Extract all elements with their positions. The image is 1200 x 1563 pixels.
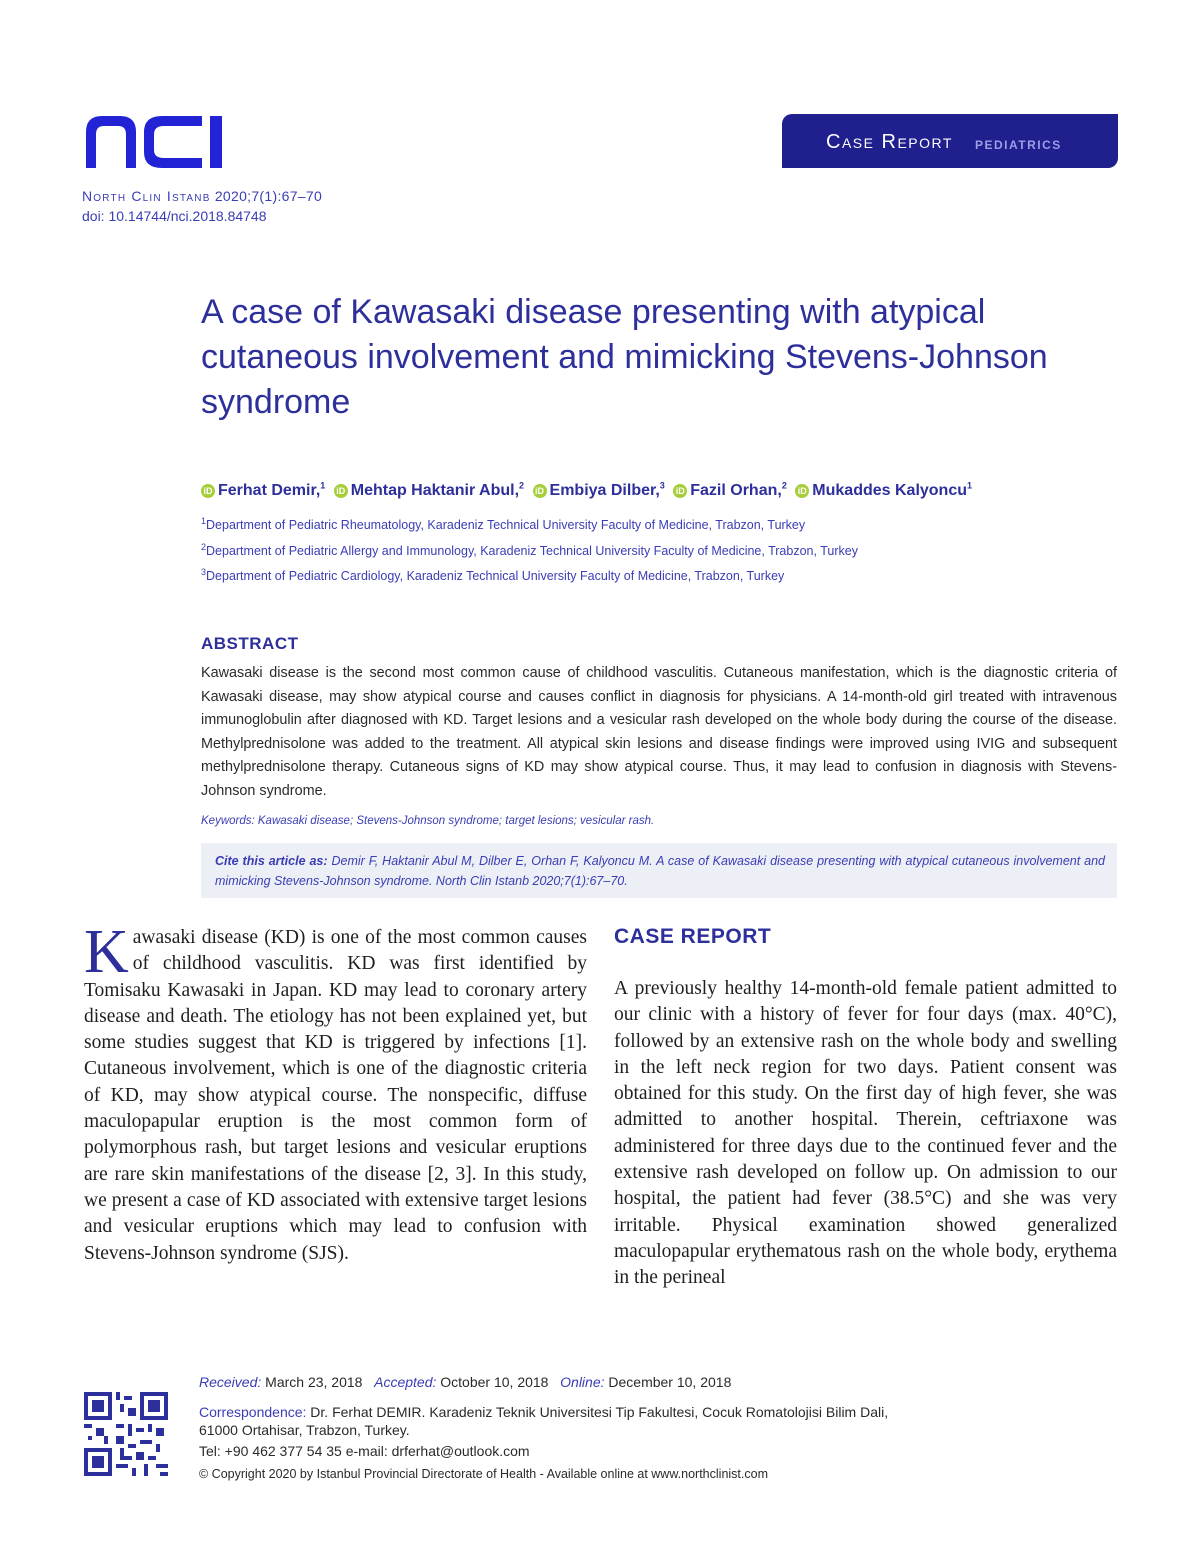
accepted-date: October 10, 2018 (440, 1374, 549, 1390)
orcid-icon[interactable]: iD (533, 484, 547, 498)
article-type-label: Case Report (826, 131, 953, 153)
correspondence-line (199, 1404, 888, 1420)
author (673, 482, 787, 499)
online-label: Online: (560, 1374, 605, 1390)
case-report-text: A previously healthy 14-month-old female patient admitted to our clinic with a history of fever for four days (max. 40°C), followed by an extensive rash on the whole body and swelling in the left neck region for two days. Patient consent was obtained for this study. On the first day of high fever, she was admitted to another hospital. Therein, ceftriaxone was administered for three days due to the continued fever and the extensive rash developed on follow up. On admission to our hospital, the patient had fever (38.5°C) and she was very irritable. Physical examination showed generalized maculopapular erythematous rash on the whole body, erythema in the perineal (614, 978, 1117, 1289)
cite-text: Demir F, Haktanir Abul M, Dilber E, Orhan F, Kalyoncu M. A case of Kawasaki disease presenting with atypical cutaneous involvement and mimicking Stevens-Johnson syndrome. North Clin Istanb 2020;7(1):67–70. (215, 854, 1105, 888)
author (795, 482, 972, 499)
affiliation-text: Department of Pediatric Rheumatology, Karadeniz Technical University Faculty of Medicine, Trabzon, Turkey (206, 518, 806, 533)
affiliation-marker: 1 (967, 481, 973, 491)
journal-name: North Clin Istanb (82, 188, 211, 204)
author-name[interactable]: Embiya Dilber, (549, 482, 660, 500)
abstract-text: Kawasaki disease is the second most common cause of childhood vasculitis. Cutaneous manifestation, which is the diagnostic criteria of Kawasaki disease, may show atypical course and causes conflict in diagnosis for physicians. A 14-month-old girl treated with intravenous immunoglobulin after diagnosed with KD. Target lesions and a vesicular rash developed on the whole body during the course of the disease. Methylprednisolone was added to the treatment. All atypical skin lesions and disease findings were improved using IVIG and subsequent methylprednisolone therapy. Cutaneous signs of KD may show atypical course. Thus, it may lead to confusion in diagnosis with Stevens-Johnson syndrome. (201, 665, 1117, 799)
cite-box (201, 843, 1117, 898)
correspondence-address: 61000 Ortahisar, Trabzon, Turkey. (199, 1422, 410, 1438)
affiliation-number: 1 (201, 516, 207, 526)
correspondence-label: Correspondence: (199, 1404, 307, 1420)
author (334, 482, 524, 499)
affiliation-text: Department of Pediatric Cardiology, Karadeniz Technical University Faculty of Medicine, Trabzon, Turkey (206, 569, 785, 584)
author (533, 482, 665, 499)
author-name[interactable]: Ferhat Demir, (218, 482, 321, 500)
author-list (201, 481, 1121, 500)
affiliation-marker: 3 (659, 481, 665, 491)
cite-label: Cite this article as: (215, 854, 328, 868)
author (201, 482, 325, 499)
author-name[interactable]: Fazil Orhan, (690, 482, 782, 500)
received-date: March 23, 2018 (265, 1374, 363, 1390)
dates-line (199, 1374, 731, 1390)
article-title: A case of Kawasaki disease presenting with atypical cutaneous involvement and mimicking Stevens-Johnson syndrome (201, 293, 1048, 421)
intro-text: awasaki disease (KD) is one of the most common causes of childhood vasculitis. KD was first identified by Tomisaku Kawasaki in Japan. KD may lead to coronary artery disease and death. The etiology has not been explained yet, but some studies suggest that KD is triggered by infections [1]. Cutaneous involvement, which is one of the diagnostic criteria of KD, may show atypical course. The nonspecific, diffuse maculopapular eruption is the most common form of polymorphous rash, but target lesions and vesicular eruptions are rare skin manifestations of the disease [2, 3]. In this study, we present a case of KD associated with extensive target lesions and vesicular eruptions which may lead to confusion with Stevens-Johnson syndrome (SJS). (84, 927, 587, 1264)
orcid-icon[interactable]: iD (795, 484, 809, 498)
doi[interactable]: doi: 10.14744/nci.2018.84748 (82, 208, 267, 224)
received-label: Received: (199, 1374, 262, 1390)
keywords-label: Keywords: (201, 815, 255, 827)
online-date: December 10, 2018 (608, 1374, 732, 1390)
nci-logo (82, 110, 252, 172)
accepted-label: Accepted: (374, 1374, 437, 1390)
orcid-icon[interactable]: iD (201, 484, 215, 498)
affiliation-number: 2 (201, 542, 207, 552)
keywords-text: Kawasaki disease; Stevens-Johnson syndrome; target lesions; vesicular rash. (257, 815, 655, 827)
affiliation-number: 3 (201, 567, 207, 577)
section-label: PEDIATRICS (975, 138, 1062, 152)
correspondence-text: Dr. Ferhat DEMIR. Karadeniz Teknik Universitesi Tip Fakultesi, Cocuk Romatolojisi Bilim Dali, (310, 1404, 889, 1420)
orcid-icon[interactable]: iD (334, 484, 348, 498)
orcid-icon[interactable]: iD (673, 484, 687, 498)
author-name[interactable]: Mukaddes Kalyoncu (812, 482, 967, 500)
affiliation-marker: 2 (519, 481, 525, 491)
affiliation-marker: 1 (320, 481, 326, 491)
drop-cap: K (84, 918, 129, 986)
contact-line[interactable]: Tel: +90 462 377 54 35 e-mail: drferhat@outlook.com (199, 1443, 530, 1459)
journal-volume: 2020;7(1):67–70 (214, 188, 323, 204)
article-type-banner (782, 114, 1118, 168)
abstract-heading: ABSTRACT (201, 634, 299, 653)
intro-column (84, 918, 587, 1267)
affiliation-text: Department of Pediatric Allergy and Immunology, Karadeniz Technical University Faculty of Medicine, Trabzon, Turkey (206, 544, 858, 559)
affiliation (201, 567, 784, 583)
affiliation-marker: 2 (781, 481, 787, 491)
cite-paragraph (215, 851, 1105, 891)
case-report-heading: CASE REPORT (614, 925, 772, 948)
journal-citation (82, 188, 322, 204)
keywords (201, 815, 654, 827)
copyright: © Copyright 2020 by Istanbul Provincial Directorate of Health - Available online at www.northclinist.com (199, 1467, 768, 1481)
affiliation (201, 516, 805, 532)
qr-code-icon[interactable] (84, 1392, 168, 1476)
author-name[interactable]: Mehtap Haktanir Abul, (350, 482, 520, 500)
affiliation (201, 542, 858, 558)
